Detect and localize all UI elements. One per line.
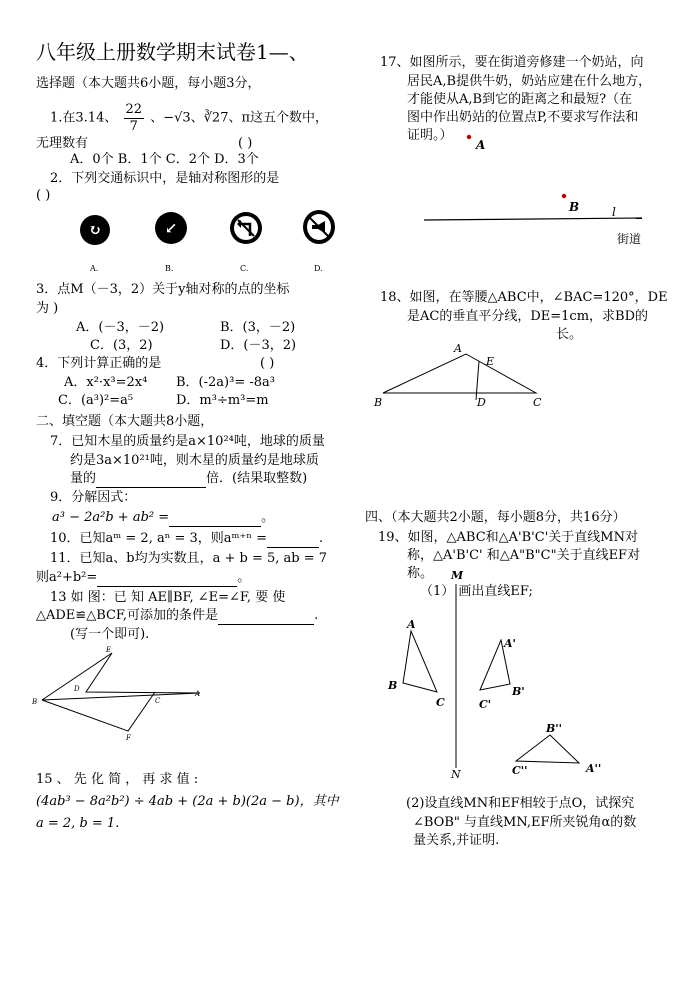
fig19-label-b: B	[388, 679, 398, 692]
fig19-label-b2: B''	[546, 722, 563, 735]
fig17-label-a: A	[476, 138, 486, 152]
q11-line1: 11．已知a、b均为实数且，a + b = 5, ab = 7	[50, 551, 328, 566]
fig19-label-a: A	[407, 618, 416, 631]
page-title: 八年级上册数学期末试卷1—、	[36, 40, 309, 64]
q3-option-a: A．(－3，－2)	[76, 320, 165, 335]
q19-part2-line1: (2)设直线MN和EF相较于点O，试探究	[406, 796, 635, 811]
section-1-heading: 选择题（本大题共6小题，每小题3分，	[36, 76, 261, 91]
q17-line2: 居民A,B提供牛奶，奶站应建在什么地方，	[407, 74, 652, 89]
q10-answer-blank	[267, 531, 319, 548]
q1-options: A．0个 B．1个 C．2个 D．3个	[70, 152, 259, 167]
traffic-sign-d-no-horn-icon	[303, 210, 335, 244]
q18-line3: 长。	[556, 327, 583, 342]
sign-label-d: D.	[314, 264, 323, 273]
q9-expression: a³ − 2a²b + ab² = 。	[52, 510, 275, 525]
q19-part2-line2: ∠BOB" 与直线MN,EF所夹锐角α的数	[413, 815, 637, 830]
q4-option-c: C．(a³)²=a⁵	[58, 393, 134, 408]
fig13-label-a: A	[195, 690, 201, 698]
q2-text: 2．下列交通标识中，是轴对称图形的是	[50, 171, 280, 186]
figure-13	[30, 644, 210, 744]
point-a	[467, 135, 471, 139]
fig13-label-c: C	[155, 697, 161, 705]
q10-text: 10．已知aᵐ = 2, aⁿ = 3，则aᵐ⁺ⁿ = .	[50, 531, 324, 546]
fig18-label-b: B	[374, 396, 383, 409]
q3-line2: 为 )	[36, 301, 59, 316]
fig18-label-c: C	[533, 396, 542, 409]
fig19-label-m: M	[451, 569, 464, 582]
fig13-label-d: D	[74, 685, 80, 693]
q19-part2-line3: 量关系,并证明.	[413, 833, 500, 848]
q11-answer-blank	[97, 570, 237, 587]
q18-line1: 18、如图，在等腰△ABC中，∠BAC=120°，DE	[380, 290, 668, 305]
q4-paren: ( )	[260, 356, 275, 371]
q7-line2: 约是3a×10²¹吨，则木星的质量约是地球质	[70, 453, 319, 468]
q3-option-b: B．(3，－2)	[220, 320, 296, 335]
q4-line1: 4．下列计算正确的是	[36, 356, 162, 371]
figure-17	[420, 125, 650, 250]
figure-18	[368, 340, 558, 412]
q2-paren: ( )	[36, 188, 51, 203]
fig19-label-n: N	[451, 768, 461, 781]
q1-lead: 1.在3.14、 $\frac{22}{7}$ 、−√3、∛27、π这五个数中，	[50, 102, 329, 134]
q7-line3: 量的 倍．(结果取整数)	[70, 471, 308, 486]
fig13-label-b: B	[32, 698, 38, 706]
q1-paren: ( )	[238, 136, 253, 151]
sign-label-a: A.	[90, 264, 99, 273]
fig19-label-c2: C''	[512, 764, 528, 777]
fig19-label-b1: B'	[512, 685, 525, 698]
q11-line2: 则a²+b²= 。	[36, 570, 251, 585]
q3-option-c: C．(3，2)	[90, 338, 153, 353]
q4-option-b: B．(-2a)³= -8a³	[176, 375, 275, 390]
q13-line3: (写一个即可).	[70, 627, 150, 642]
fig18-label-d: D	[477, 396, 486, 409]
section-4-heading: 四、（本大题共2小题，每小题8分，共16分）	[365, 510, 626, 525]
fig17-label-b: B	[569, 200, 580, 214]
q3-option-d: D．(－3，2)	[220, 338, 297, 353]
fig19-label-c: C	[436, 696, 445, 709]
sign-label-c: C.	[240, 264, 249, 273]
fig18-label-a: A	[454, 342, 462, 355]
fig19-label-c1: C'	[479, 698, 492, 711]
q4-option-a: A．x²·x³=2x⁴	[64, 375, 148, 390]
q17-line4: 图中作出奶站的位置点P,不要求写作法和	[407, 110, 639, 125]
traffic-sign-c-no-left-turn-icon	[230, 212, 262, 244]
q15-line2: (4ab³ − 8a²b²) ÷ 4ab + (2a + b)(2a − b)，其中	[36, 794, 339, 809]
q18-line2: 是AC的垂直平分线，DE=1cm，求BD的	[407, 309, 648, 324]
q15-line3: a = 2, b = 1.	[36, 816, 120, 831]
q13-line2: △ADE≌△BCF,可添加的条件是 .	[36, 608, 319, 623]
q19-line2: 称，△A'B'C' 和△A"B"C"关于直线EF对	[407, 548, 641, 563]
q7-answer-blank	[96, 471, 206, 488]
q19-part1: （1） 画出直线EF;	[420, 584, 533, 599]
fig19-label-a2: A''	[586, 762, 602, 775]
point-b	[562, 194, 566, 198]
q9-text: 9．分解因式：	[50, 490, 137, 505]
q19-line3: 称。	[407, 566, 434, 581]
figure-19	[380, 568, 620, 788]
traffic-sign-a-roundabout-icon: ↻	[80, 215, 110, 245]
q17-line3: 才能使从A,B到它的距离之和最短?（在	[407, 92, 633, 107]
q19-line1: 19、如图，△ABC和△A'B'C'关于直线MN对	[378, 530, 638, 545]
q13-line1: 13 如 图：已 知 AE∥BF, ∠E=∠F, 要 使	[50, 590, 286, 605]
sign-label-b: B.	[165, 264, 174, 273]
q7-line1: 7．已知木星的质量约是a×10²⁴吨，地球的质量	[50, 434, 325, 449]
q1-line2: 无理数有	[36, 136, 89, 151]
traffic-sign-b-arrow-icon: ↙	[155, 212, 187, 244]
q17-line1: 17、如图所示，要在街道旁修建一个奶站，向	[380, 55, 644, 70]
q17-line5: 证明。）	[407, 128, 453, 143]
q4-option-d: D．m³÷m³=m	[176, 393, 269, 408]
q1-fraction: $\frac{22}{7}$	[125, 102, 143, 134]
q13-answer-blank	[218, 608, 314, 625]
fig17-street-label: 街道	[617, 232, 642, 246]
fig17-label-l: l	[612, 205, 616, 219]
q15-line1: 15 、 先 化 简 ， 再 求 值 :	[36, 772, 199, 787]
fig13-label-e: E	[106, 646, 112, 654]
fig18-label-e: E	[486, 355, 495, 368]
fig19-label-a1: A'	[504, 637, 516, 650]
q3-line1: 3．点M（－3，2）关于y轴对称的点的坐标	[36, 282, 290, 297]
q9-answer-blank	[169, 510, 261, 527]
fig13-label-f: F	[126, 734, 131, 742]
section-2-heading: 二、填空题（本大题共8小题，	[36, 414, 214, 429]
street-line	[424, 218, 642, 220]
